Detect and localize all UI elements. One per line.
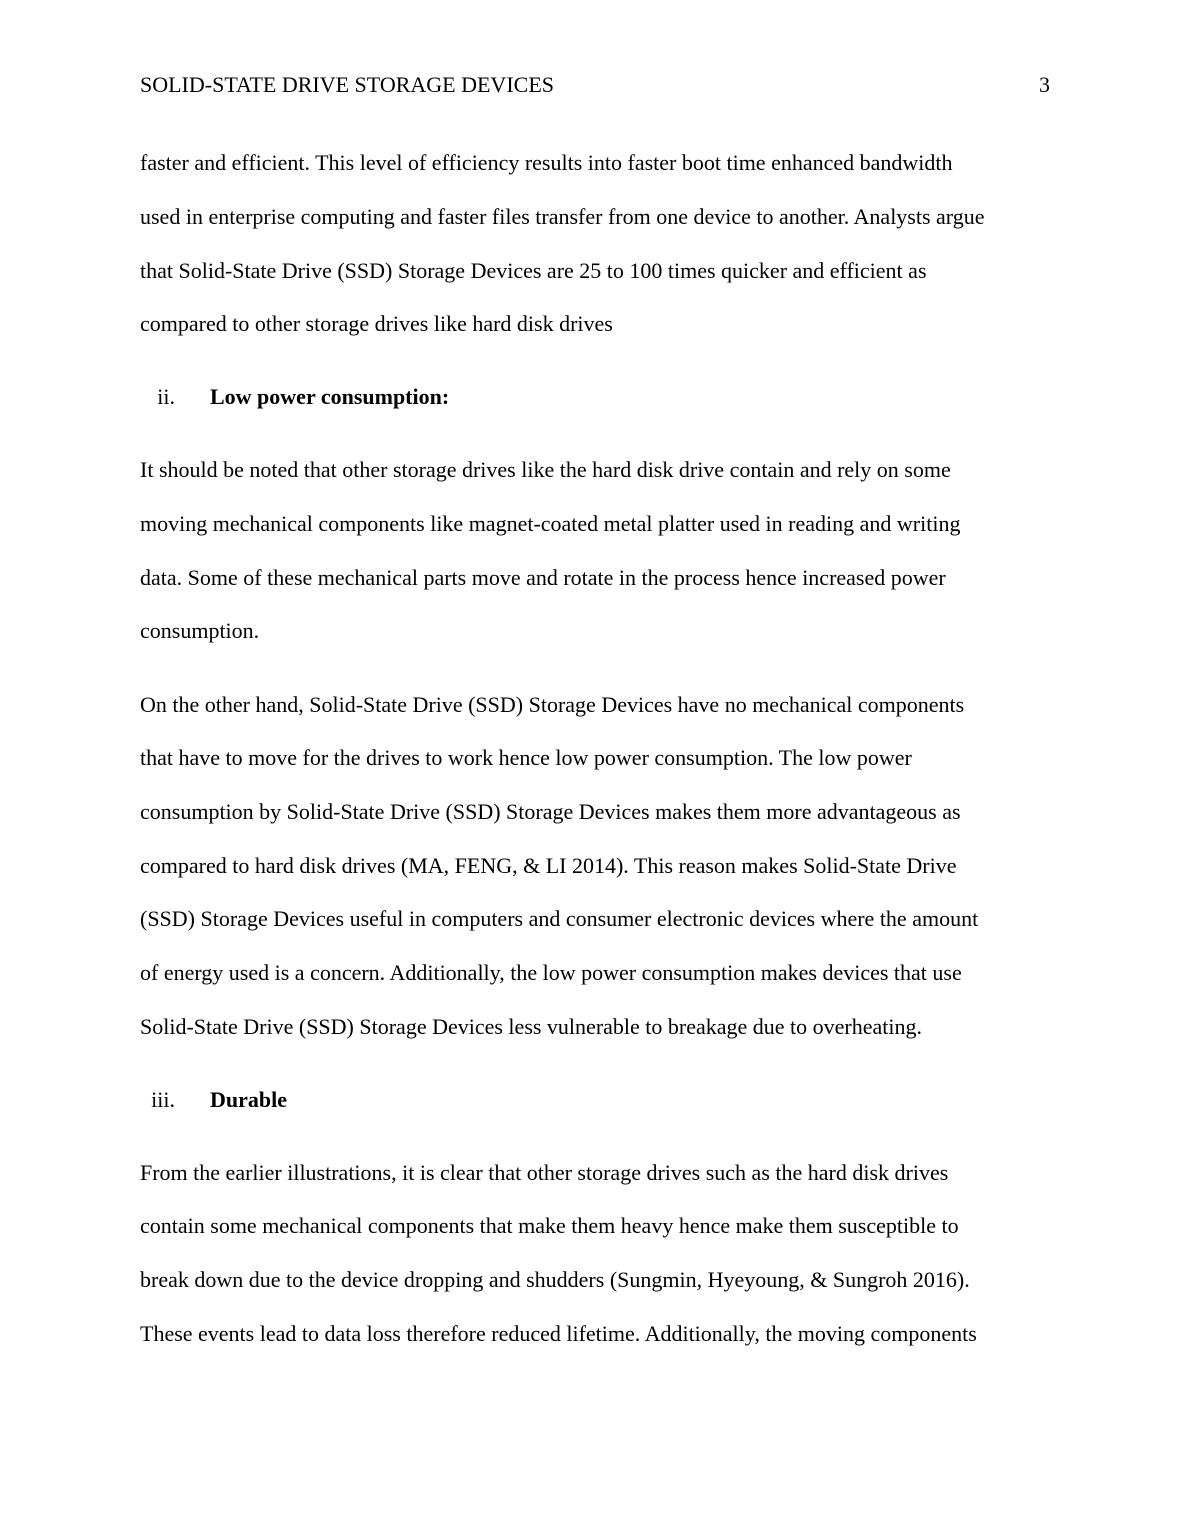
text-line: that Solid-State Drive (SSD) Storage Devices are 25 to 100 times quicker and efficient as: [140, 258, 927, 283]
text-line: consumption by Solid-State Drive (SSD) Storage Devices makes them more advantageous as: [140, 799, 961, 824]
text-line: Solid-State Drive (SSD) Storage Devices less vulnerable to breakage due to overheating.: [140, 1014, 922, 1039]
text-line: From the earlier illustrations, it is clear that other storage drives such as the hard disk drives: [140, 1160, 949, 1185]
text-line: compared to other storage drives like hard disk drives: [140, 311, 613, 336]
text-line: faster and efficient. This level of efficiency results into faster boot time enhanced bandwidth: [140, 150, 953, 175]
text-line: data. Some of these mechanical parts move and rotate in the process hence increased power: [140, 565, 946, 590]
heading-numeral: iii.: [151, 1087, 175, 1112]
running-title: SOLID-STATE DRIVE STORAGE DEVICES: [140, 72, 554, 97]
text-line: (SSD) Storage Devices useful in computers and consumer electronic devices where the amount: [140, 906, 979, 931]
document-page: [140, 0, 1050, 1540]
text-line: used in enterprise computing and faster files transfer from one device to another. Analysts argue: [140, 204, 985, 229]
heading-label: Low power consumption:: [210, 384, 450, 409]
text-line: moving mechanical components like magnet-coated metal platter used in reading and writing: [140, 511, 961, 536]
text-line: It should be noted that other storage drives like the hard disk drive contain and rely on some: [140, 457, 951, 482]
text-line: compared to hard disk drives (MA, FENG, & LI 2014). This reason makes Solid-State Drive: [140, 853, 957, 878]
running-head: [140, 70, 1050, 100]
text-line: break down due to the device dropping and shudders (Sungmin, Hyeyoung, & Sungroh 2016).: [140, 1267, 970, 1292]
page-number: 3: [1039, 72, 1050, 97]
heading-label: Durable: [210, 1087, 287, 1112]
text-line: These events lead to data loss therefore reduced lifetime. Additionally, the moving components: [140, 1321, 977, 1346]
text-line: of energy used is a concern. Additionally, the low power consumption makes devices that use: [140, 960, 962, 985]
heading-numeral: ii.: [157, 384, 175, 409]
text-line: On the other hand, Solid-State Drive (SSD) Storage Devices have no mechanical components: [140, 692, 965, 717]
heading-durable: [140, 1085, 1050, 1115]
heading-low-power-consumption: [140, 382, 1050, 412]
text-line: consumption.: [140, 618, 260, 643]
text-line: contain some mechanical components that make them heavy hence make them susceptible to: [140, 1213, 959, 1238]
text-line: that have to move for the drives to work hence low power consumption. The low power: [140, 745, 912, 770]
